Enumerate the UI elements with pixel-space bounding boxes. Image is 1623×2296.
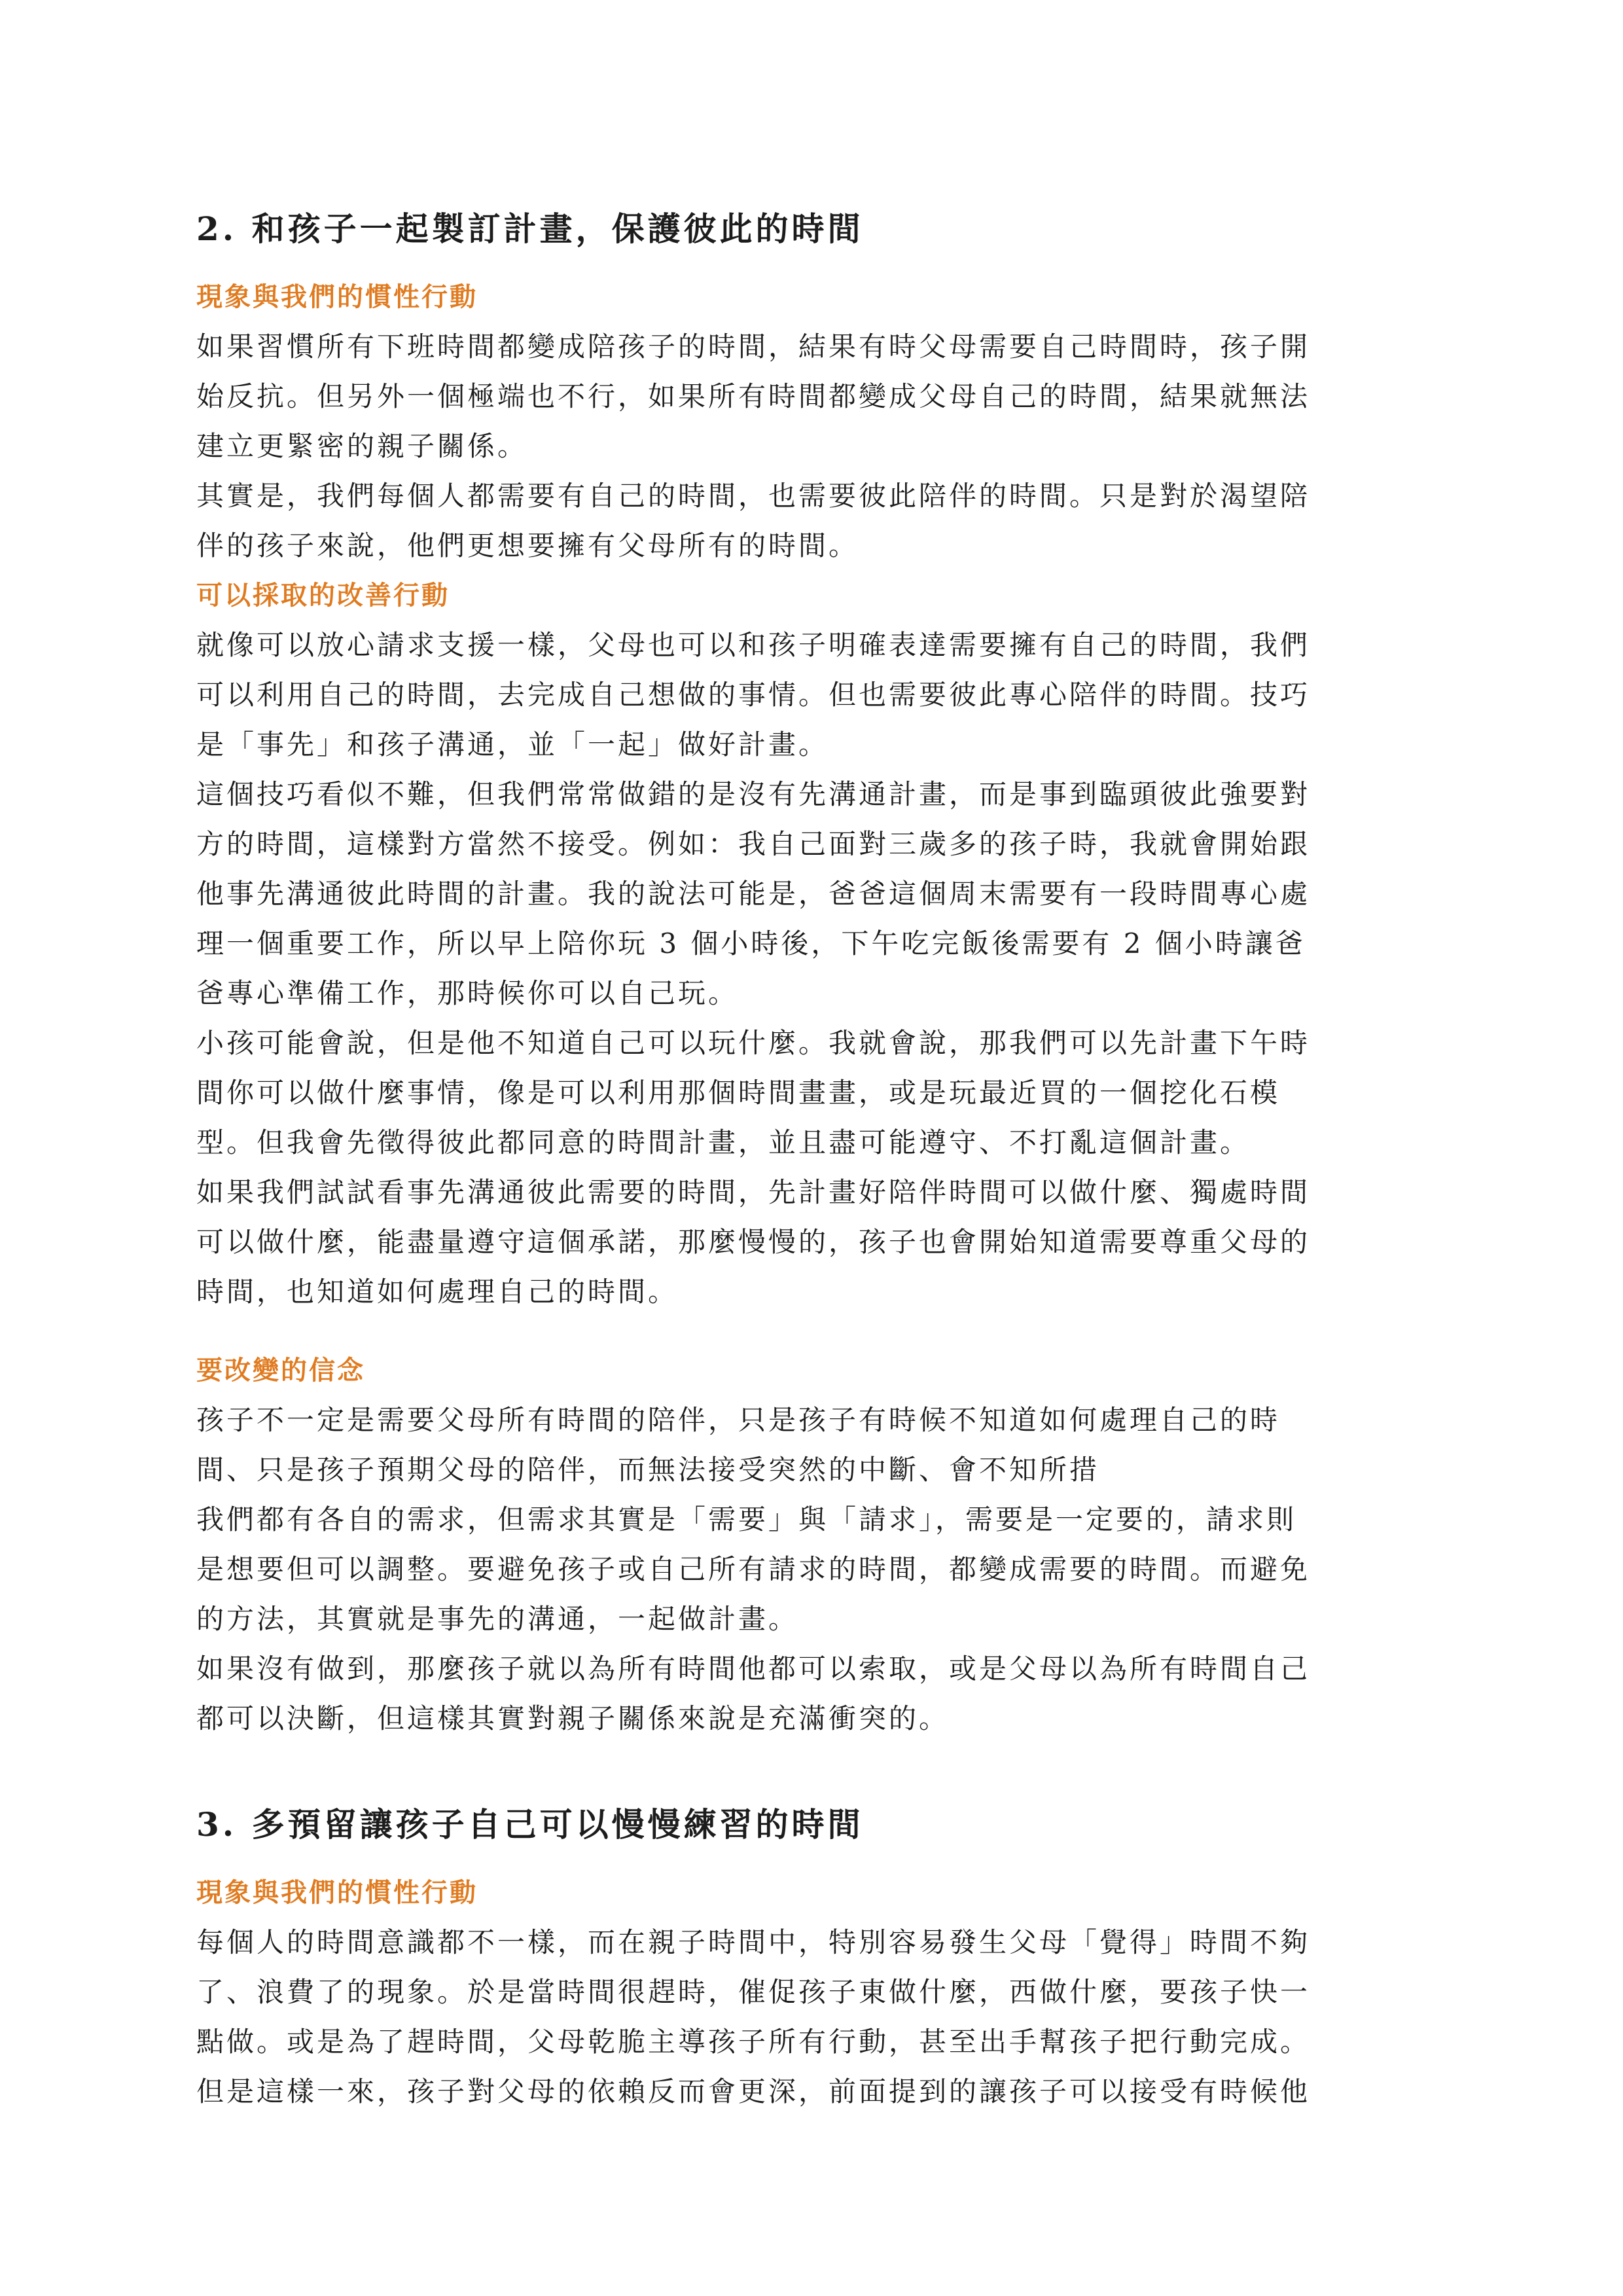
text-line: 型。但我會先徵得彼此都同意的時間計畫，並且盡可能遵守、不打亂這個計畫。 — [196, 1126, 1251, 1158]
text-line: 是「事先」和孩子溝通，並「一起」做好計畫。 — [196, 728, 829, 761]
text-line: 他事先溝通彼此時間的計畫。我的說法可能是，爸爸這個周末需要有一段時間專心處 — [196, 878, 1311, 910]
text-line: 孩子不一定是需要父母所有時間的陪伴，只是孩子有時候不知道如何處理自己的時 — [196, 1404, 1281, 1436]
text-line: 點做。或是為了趕時間，父母乾脆主導孩子所有行動，甚至出手幫孩子把行動完成。 — [196, 2026, 1311, 2058]
paragraph — [196, 770, 1440, 1018]
text-line: 就像可以放心請求支援一樣，父母也可以和孩子明確表達需要擁有自己的時間，我們 — [196, 629, 1311, 661]
text-line: 時間，也知道如何處理自己的時間。 — [196, 1276, 679, 1308]
text-line: 方的時間，這樣對方當然不接受。例如：我自己面對三歲多的孩子時，我就會開始跟 — [196, 828, 1311, 860]
text-line: 了、浪費了的現象。於是當時間很趕時，催促孩子東做什麼，西做什麼，要孩子快一 — [196, 1976, 1311, 2008]
text-line: 小孩可能會說，但是他不知道自己可以玩什麼。我就會說，那我們可以先計畫下午時 — [196, 1027, 1311, 1059]
text-line: 理一個重要工作，所以早上陪你玩 3 個小時後，下午吃完飯後需要有 2 個小時讓爸 — [196, 927, 1306, 960]
text-line: 每個人的時間意識都不一樣，而在親子時間中，特別容易發生父母「覺得」時間不夠 — [196, 1926, 1311, 1958]
text-line: 可以做什麼，能盡量遵守這個承諾，那麼慢慢的，孩子也會開始知道需要尊重父母的 — [196, 1226, 1311, 1258]
text-line: 可以利用自己的時間，去完成自己想做的事情。但也需要彼此專心陪伴的時間。技巧 — [196, 679, 1311, 711]
paragraph — [196, 1644, 1440, 1744]
section-3-heading: 3. 多預留讓孩子自己可以慢慢練習的時間 — [196, 1805, 864, 1844]
text-line: 間你可以做什麼事情，像是可以利用那個時間畫畫，或是玩最近買的一個挖化石模 — [196, 1077, 1281, 1109]
text-line: 其實是，我們每個人都需要有自己的時間，也需要彼此陪伴的時間。只是對於渴望陪 — [196, 480, 1311, 512]
text-line: 始反抗。但另外一個極端也不行，如果所有時間都變成父母自己的時間，結果就無法 — [196, 380, 1311, 412]
text-line: 這個技巧看似不難，但我們常常做錯的是沒有先溝通計畫，而是事到臨頭彼此強要對 — [196, 778, 1311, 810]
paragraph — [196, 1918, 1440, 2117]
text-line: 是想要但可以調整。要避免孩子或自己所有請求的時間，都變成需要的時間。而避免 — [196, 1553, 1311, 1585]
section-2-subheading-habits: 現象與我們的慣性行動 — [196, 281, 478, 312]
text-line: 間、只是孩子預期父母的陪伴，而無法接受突然的中斷、會不知所措 — [196, 1454, 1100, 1486]
page-content — [196, 196, 1440, 2117]
paragraph — [196, 1168, 1440, 1317]
paragraph — [196, 620, 1440, 770]
paragraph — [196, 322, 1440, 471]
paragraph — [196, 1018, 1440, 1168]
paragraph — [196, 471, 1440, 571]
text-line: 都可以決斷，但這樣其實對親子關係來說是充滿衝突的。 — [196, 1702, 950, 1734]
section-2-heading: 2. 和孩子一起製訂計畫，保護彼此的時間 — [196, 209, 864, 248]
text-line: 伴的孩子來說，他們更想要擁有父母所有的時間。 — [196, 529, 859, 562]
text-line: 我們都有各自的需求，但需求其實是「需要」與「請求」，需要是一定要的，請求則 — [196, 1503, 1297, 1535]
section-2-subheading-actions: 可以採取的改善行動 — [196, 580, 450, 611]
text-line: 如果習慣所有下班時間都變成陪孩子的時間，結果有時父母需要自己時間時，孩子開 — [196, 331, 1311, 363]
text-line: 爸專心準備工作，那時候你可以自己玩。 — [196, 977, 739, 1009]
text-line: 如果沒有做到，那麼孩子就以為所有時間他都可以索取，或是父母以為所有時間自己 — [196, 1653, 1311, 1685]
text-line: 的方法，其實就是事先的溝通，一起做計畫。 — [196, 1603, 799, 1635]
text-line: 但是這樣一來，孩子對父母的依賴反而會更深，前面提到的讓孩子可以接受有時候他 — [196, 2075, 1311, 2108]
text-line: 如果我們試試看事先溝通彼此需要的時間，先計畫好陪伴時間可以做什麼、獨處時間 — [196, 1176, 1311, 1208]
section-2-subheading-beliefs: 要改變的信念 — [196, 1355, 365, 1386]
paragraph — [196, 1395, 1440, 1495]
text-line: 建立更緊密的親子關係。 — [196, 430, 528, 462]
paragraph — [196, 1495, 1440, 1644]
section-3-subheading-habits: 現象與我們的慣性行動 — [196, 1877, 478, 1908]
